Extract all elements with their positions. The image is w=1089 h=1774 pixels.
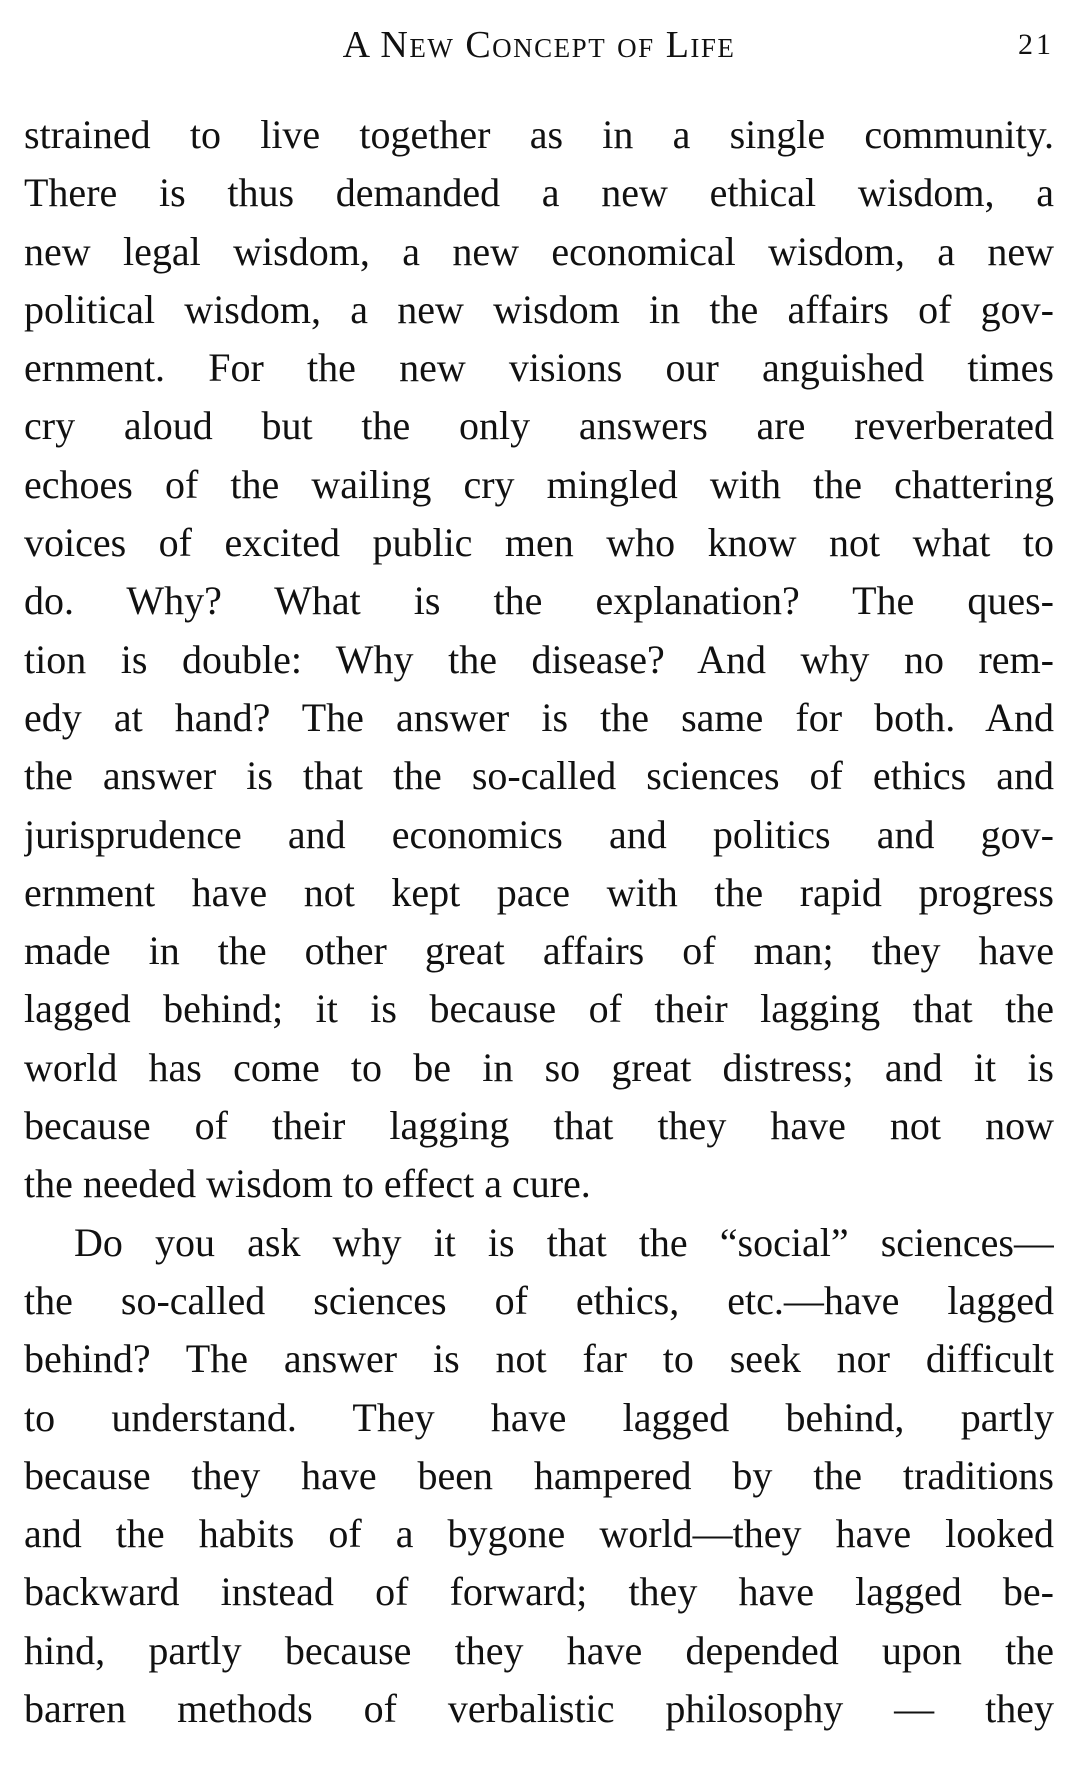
text-line: made in the other great affairs of man; they have xyxy=(24,928,1054,974)
text-line: ernment. For the new visions our anguished times xyxy=(24,345,1054,391)
text-line: new legal wisdom, a new economical wisdom, a new xyxy=(24,228,1054,274)
text-line: ernment have not kept pace with the rapid progress xyxy=(24,869,1054,915)
text-line: the so-called sciences of ethics, etc.—have lagged xyxy=(24,1277,1054,1323)
text-line: voices of excited public men who know not what to xyxy=(24,520,1054,566)
text-line: do. Why? What is the explanation? The ques- xyxy=(24,578,1054,624)
text-line: strained to live together as in a single community. xyxy=(24,112,1054,157)
text-line: and the habits of a bygone world—they have looked xyxy=(24,1511,1054,1557)
text-line: to understand. They have lagged behind, partly xyxy=(24,1394,1054,1440)
paragraph-1 xyxy=(24,106,1054,1214)
text-line: the answer is that the so-called sciences of ethics and xyxy=(24,753,1054,799)
text-line: backward instead of forward; they have lagged be- xyxy=(24,1569,1054,1615)
text-line: cry aloud but the only answers are reverberated xyxy=(24,403,1054,449)
page-number: 21 xyxy=(1018,28,1054,61)
text-line: behind? The answer is not far to seek nor difficult xyxy=(24,1336,1054,1382)
text-line: jurisprudence and economics and politics and gov- xyxy=(24,811,1054,857)
text-line: political wisdom, a new wisdom in the affairs of gov- xyxy=(24,286,1054,332)
text-line: world has come to be in so great distress; and it is xyxy=(24,1044,1054,1090)
text-line: barren methods of verbalistic philosophy — they xyxy=(24,1686,1054,1732)
text-line: hind, partly because they have depended upon the xyxy=(24,1627,1054,1673)
running-title: A New Concept of Life xyxy=(342,24,736,66)
text-line: lagged behind; it is because of their lagging that the xyxy=(24,986,1054,1032)
text-line: Do you ask why it is that the “social” sciences— xyxy=(74,1219,1054,1265)
body-text xyxy=(24,106,1054,1738)
text-line: the needed wisdom to effect a cure. xyxy=(24,1161,591,1207)
paragraph-2 xyxy=(24,1214,1054,1739)
text-line: There is thus demanded a new ethical wisdom, a xyxy=(24,170,1054,216)
text-line: edy at hand? The answer is the same for both. And xyxy=(24,694,1054,740)
text-line: because they have been hampered by the traditions xyxy=(24,1452,1054,1498)
text-line: tion is double: Why the disease? And why no rem- xyxy=(24,636,1054,682)
text-line: because of their lagging that they have not now xyxy=(24,1103,1054,1149)
text-line: echoes of the wailing cry mingled with the chattering xyxy=(24,461,1054,507)
running-head xyxy=(24,10,1054,80)
